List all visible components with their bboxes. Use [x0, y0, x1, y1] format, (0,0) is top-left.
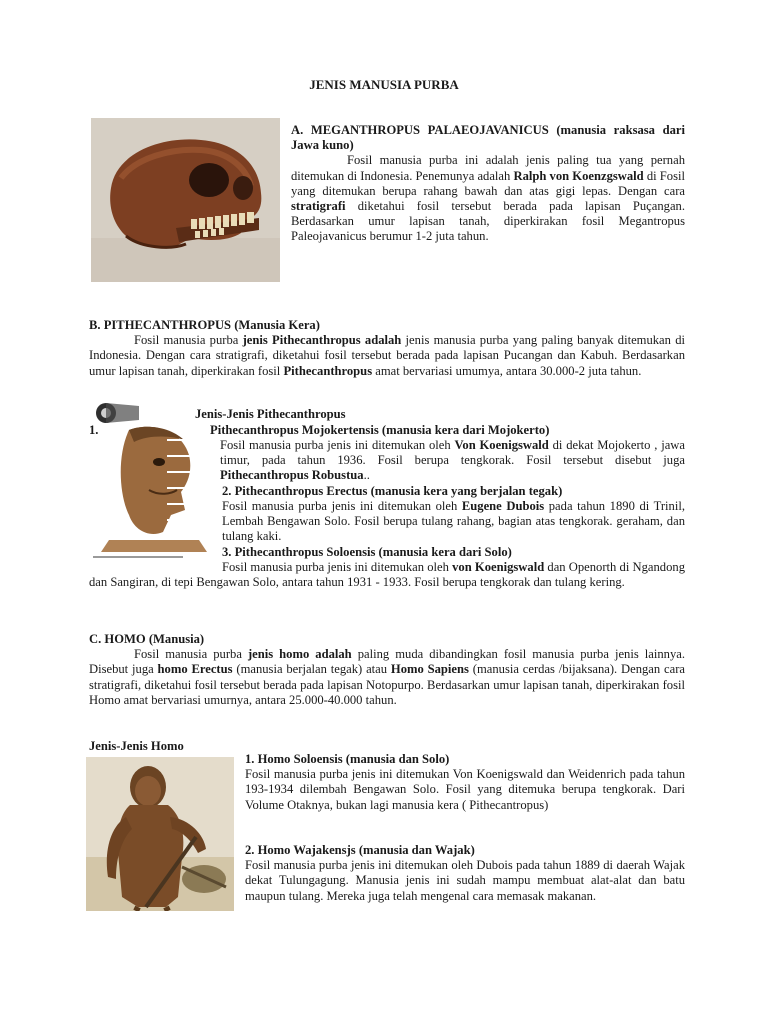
- section-a-heading-prefix: A. MEGANTHROPUS PALAEOJAVANICUS: [291, 123, 549, 137]
- text-run: Fosil manusia purba: [134, 333, 243, 348]
- homo-item-1-heading: 1. Homo Soloensis (manusia dan Solo): [245, 752, 450, 766]
- text-run: ..: [363, 468, 370, 483]
- section-c-paragraph: [89, 647, 685, 708]
- text-run: Fosil manusia purba jenis ini ditemukan oleh: [222, 560, 453, 574]
- text-run: (manusia cerdas /bijaksana). Dengan cara stratigrafi, diketahui fosil tersebut berada pada lapisan Notopurpo. Berdasarkan umur lapisan tanah, diperkirakan fosil Homo amat bervariasi umurnya, antara 25.000-40.000 tahun.: [89, 662, 686, 707]
- skull-illustration: [91, 118, 280, 282]
- homo-item-2-text: Fosil manusia purba jenis ini ditemukan oleh Dubois pada tahun 1889 di daerah Wajak dekat Tulungagung. Manusia jenis ini sudah mampu membuat alat-alat dan batu maupun tulang. Mereka juga telah mengenal cara memasak makanan.: [245, 858, 685, 903]
- text-run: dan Openorth di Ngandong dan Sangiran, di tepi Bengawan Solo, antara tahun 1931 - 1933. Fosil berupa tengkorak dan tulang kering.: [89, 560, 685, 590]
- item-2-text: [222, 499, 685, 545]
- item-1-number: 1.: [89, 423, 99, 437]
- text-run: jenis manusia purba yang paling banyak ditemukan di Indonesia. Dengan cara stratigrafi, diketahui fosil tersebut berada pada lapisan Pucangan dan Kabuh. Berdasarkan umur lapisan tanah, diperkirakan fosil: [89, 333, 685, 378]
- item-3-text: [89, 560, 685, 590]
- bold-term: Homo Sapiens: [390, 662, 469, 677]
- pithecanthropus-types: [195, 407, 645, 422]
- text-run: di dekat Mojokerto , jawa timur, pada tahun 1936. Fosil berupa tengkorak. Fosil tersebut disebut juga: [220, 438, 685, 468]
- text-run: pada tahun 1890 di Trinil, Lembah Bengawan Solo. Fosil berupa tulang rahang, bagian atas tengkorak. geraham, dan tulang kaki.: [222, 499, 686, 544]
- homo-illustration: [86, 757, 234, 911]
- item-1-text: [220, 438, 685, 484]
- text-run: Fosil manusia purba jenis ini ditemukan oleh: [222, 499, 462, 513]
- text-run: amat bervariasi umumya, antara 30.000-2 juta tahun.: [372, 363, 642, 378]
- section-a-paragraph: [291, 153, 685, 244]
- method-term: stratigrafi: [291, 199, 346, 214]
- item-2-heading: 2. Pithecanthropus Erectus (manusia kera yang berjalan tegak): [222, 484, 563, 498]
- section-c-heading: C. HOMO (Manusia): [89, 632, 205, 646]
- page-title: JENIS MANUSIA PURBA: [309, 77, 459, 92]
- discoverer-name: von Koenigswald: [452, 560, 545, 574]
- discoverer-name: Eugene Dubois: [461, 499, 545, 513]
- section-a-heading: [291, 123, 685, 153]
- jenis-pithecanthropus-heading: Jenis-Jenis Pithecanthropus: [195, 407, 346, 421]
- section-b-heading: B. PITHECANTHROPUS (Manusia Kera): [89, 318, 320, 332]
- jenis-homo-heading: Jenis-Jenis Homo: [89, 739, 184, 753]
- section-b-paragraph: [89, 333, 685, 379]
- bold-term: jenis Pithecanthropus adalah: [242, 333, 402, 348]
- item-3-heading: 3. Pithecanthropus Soloensis (manusia kera dari Solo): [222, 545, 512, 559]
- skull-photo: [91, 118, 280, 282]
- item-1-heading: Pithecanthropus Mojokertensis (manusia kera dari Mojokerto): [210, 423, 550, 437]
- section-a: [291, 123, 685, 245]
- text-run: Fosil manusia purba: [134, 647, 248, 662]
- pithecanthropus-illustration: [89, 400, 213, 562]
- discoverer-name: Von Koenigswald: [454, 438, 549, 452]
- pithecanthropus-figure: [89, 400, 213, 562]
- homo-figure: [86, 757, 234, 911]
- text-run: Fosil manusia purba ini adalah jenis paling tua yang pernah ditemukan di Indonesia. Penemunya adalah: [291, 153, 685, 183]
- section-b: [89, 318, 685, 379]
- section-c: [89, 632, 685, 708]
- text-run: (manusia berjalan tegak) atau: [232, 662, 391, 677]
- homo-item-1: [245, 752, 685, 813]
- bold-term: homo Erectus: [157, 662, 233, 677]
- discoverer-name: Ralph von Koenzgswald: [513, 168, 644, 183]
- bold-term: Pithecanthropus: [283, 363, 373, 378]
- homo-item-2: [245, 843, 685, 904]
- text-run: paling muda dibandingkan fosil manusia purba jenis lainnya. Disebut juga: [89, 647, 686, 677]
- bold-term: jenis homo adalah: [247, 647, 352, 662]
- homo-item-1-text: Fosil manusia purba jenis ini ditemukan Von Koenigswald dan Weidenrich pada tahun 193-1934 dilembah Bengawan Solo. Fosil yang ditemuka berupa tengkorak. Dari Volume Otaknya, bukan lagi manusia kera ( Pithecantropus): [245, 767, 685, 812]
- bold-term: Pithecanthropus Robustua: [220, 468, 364, 483]
- text-run: Fosil manusia purba jenis ini ditemukan oleh: [220, 438, 455, 452]
- section-a-heading-suffix: (manusia raksasa dari Jawa kuno): [291, 123, 685, 153]
- homo-item-2-heading: 2. Homo Wajakensjs (manusia dan Wajak): [245, 843, 475, 857]
- text-run: diketahui fosil tersebut berada pada lapisan Puçangan. Berdasarkan umur lapisan tanah, diperkirakan fosil Megantropus Paleojavanicus berumur 1-2 juta tahun.: [291, 199, 685, 244]
- text-run: di Fosil yang ditemukan berupa rahang bawah dan atas gigi lepas. Dengan cara: [291, 168, 685, 198]
